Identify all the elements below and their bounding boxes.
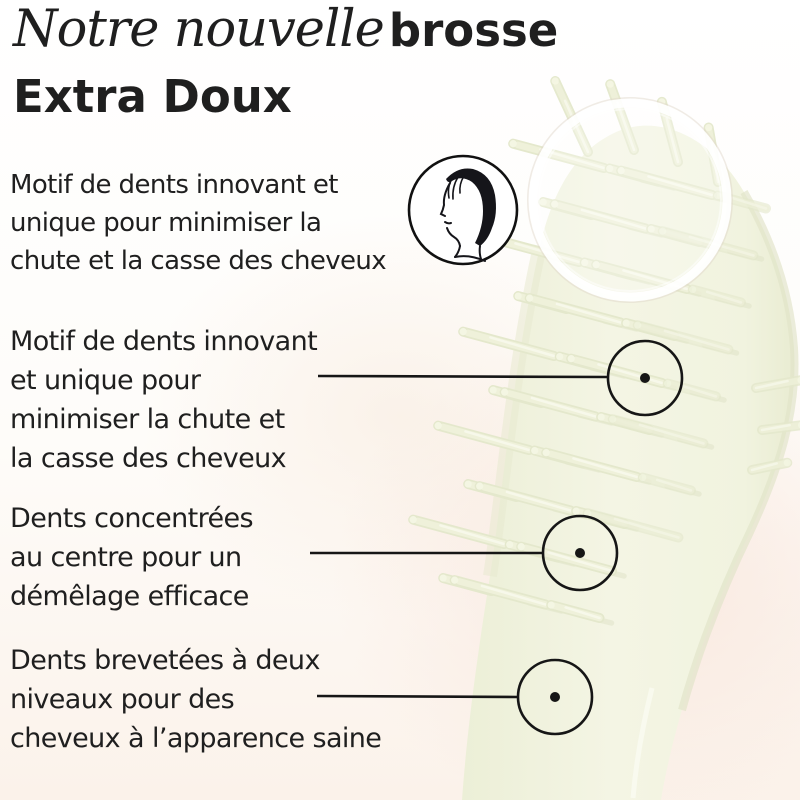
feature-1-line: Motif de dents innovant <box>10 326 318 357</box>
intro-text <box>10 166 386 280</box>
feature-2-text <box>10 499 253 616</box>
page-title <box>13 0 558 127</box>
feature-3-text <box>10 641 381 758</box>
feature-3-line: niveaux pour des <box>10 684 235 715</box>
feature-1-line: la casse des cheveux <box>10 443 286 474</box>
feature-3-line: Dents brevetées à deux <box>10 645 320 676</box>
feature-2-line: Dents concentrées <box>10 503 253 534</box>
intro-line: chute et la casse des cheveux <box>10 246 387 276</box>
feature-1-line: et unique pour <box>10 365 201 396</box>
woman-profile-icon <box>406 153 520 267</box>
title-bold-part: brosse <box>388 4 559 57</box>
feature-2-line: démêlage efficace <box>10 581 249 612</box>
callout-2-dot <box>575 548 585 558</box>
intro-line: unique pour minimiser la <box>10 208 322 238</box>
callout-3-dot <box>550 692 560 702</box>
callout-1-dot <box>640 373 650 383</box>
title-line-1 <box>13 0 558 71</box>
magnifier-lens <box>528 98 732 302</box>
feature-1-line: minimiser la chute et <box>10 404 285 435</box>
title-script-part: Notre nouvelle <box>13 0 384 59</box>
title-line-2: Extra Doux <box>13 70 292 123</box>
feature-2-line: au centre pour un <box>10 542 242 573</box>
intro-line: Motif de dents innovant et <box>10 170 338 200</box>
feature-3-line: cheveux à l’apparence saine <box>10 723 382 754</box>
feature-1-text <box>10 322 317 478</box>
